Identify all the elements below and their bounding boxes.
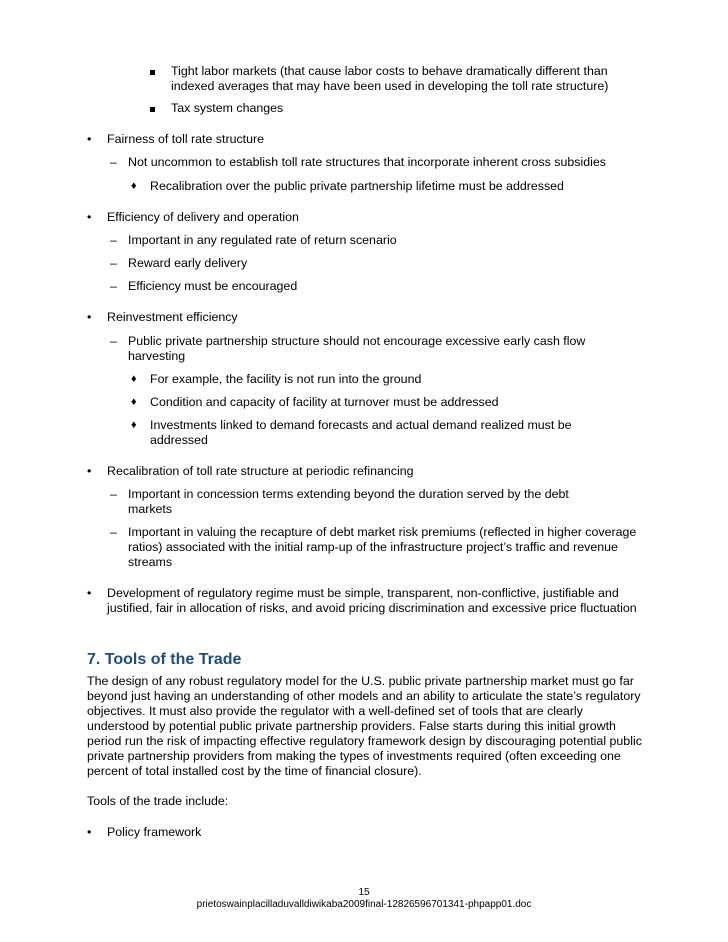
list-item-text: Tax system changes bbox=[171, 101, 284, 115]
list-item-text: Condition and capacity of facility at turnover must be addressed bbox=[150, 395, 499, 409]
dash-icon: – bbox=[110, 279, 117, 293]
bullet-icon: • bbox=[87, 210, 92, 224]
diamond-bullet-icon: ♦ bbox=[131, 396, 137, 408]
page-number: 15 bbox=[358, 887, 370, 898]
section-paragraph: The design of any robust regulatory model for the U.S. public private partnership market must go far beyond just having an understanding of other models and an ability to articulate the state’s regulatory objectives. It must also provide the regulator with a well-defined set of tools that are clearly understood by potential public private partnership providers. False starts during this initial growth period run the risk of impacting effective regulatory framework design by discouraging potential public private partnership providers from making the types of investments required (often exceeding one percent of total installed cost by the time of financial closure). bbox=[87, 674, 642, 778]
list-item-text: Important in concession terms extending beyond the duration served by the debt markets bbox=[128, 487, 569, 516]
bullet-icon: • bbox=[87, 586, 92, 600]
dash-icon: – bbox=[110, 233, 117, 247]
list-item-text: Reinvestment efficiency bbox=[107, 310, 238, 324]
list-item-text: Tight labor markets (that cause labor costs to behave dramatically different than indexed averages that may have been used in developing the toll rate structure) bbox=[171, 64, 609, 93]
bullet-icon: • bbox=[87, 464, 92, 478]
list-item-text: Important in valuing the recapture of debt market risk premiums (reflected in higher coverage ratios) associated with the initial ramp-up of the infrastructure project’s traffic and revenue streams bbox=[128, 525, 637, 569]
diamond-bullet-icon: ♦ bbox=[131, 180, 137, 192]
dash-icon: – bbox=[110, 256, 117, 270]
list-item-text: Policy framework bbox=[107, 825, 202, 839]
dash-icon: – bbox=[110, 487, 117, 501]
bullet-icon: • bbox=[87, 825, 92, 839]
bullet-icon: • bbox=[87, 132, 92, 146]
list-item-text: Recalibration of toll rate structure at periodic refinancing bbox=[107, 464, 414, 478]
square-bullet-icon bbox=[150, 64, 155, 79]
bullet-icon: • bbox=[87, 310, 92, 324]
list-item-text: Reward early delivery bbox=[128, 256, 248, 270]
list-item-text: Recalibration over the public private partnership lifetime must be addressed bbox=[150, 179, 564, 193]
list-item-text: Efficiency of delivery and operation bbox=[107, 210, 299, 224]
dash-icon: – bbox=[110, 525, 117, 539]
dash-icon: – bbox=[110, 155, 117, 169]
list-item-text: Public private partnership structure should not encourage excessive early cash flow harvesting bbox=[128, 334, 586, 363]
footer-filename: prietoswainplacilladuvalldiwikaba2009final-12826596701341-phpapp01.doc bbox=[196, 899, 532, 910]
diamond-bullet-icon: ♦ bbox=[131, 419, 137, 431]
section-heading: 7. Tools of the Trade bbox=[87, 651, 242, 668]
list-item-text: Not uncommon to establish toll rate structures that incorporate inherent cross subsidies bbox=[128, 155, 606, 169]
list-item-text: Fairness of toll rate structure bbox=[107, 132, 265, 146]
list-item-text: Investments linked to demand forecasts and actual demand realized must be addressed bbox=[150, 418, 572, 447]
tools-intro: Tools of the trade include: bbox=[87, 794, 229, 808]
diamond-bullet-icon: ♦ bbox=[131, 373, 137, 385]
list-item-text: Efficiency must be encouraged bbox=[128, 279, 298, 293]
list-item-text: Development of regulatory regime must be simple, transparent, non-conflictive, justifiable and justified, fair in allocation of risks, and avoid pricing discrimination and excessive price fluctuation bbox=[107, 586, 637, 615]
square-bullet-icon bbox=[150, 101, 155, 116]
list-item-text: For example, the facility is not run into the ground bbox=[150, 372, 422, 386]
dash-icon: – bbox=[110, 334, 117, 348]
list-item-text: Important in any regulated rate of return scenario bbox=[128, 233, 397, 247]
